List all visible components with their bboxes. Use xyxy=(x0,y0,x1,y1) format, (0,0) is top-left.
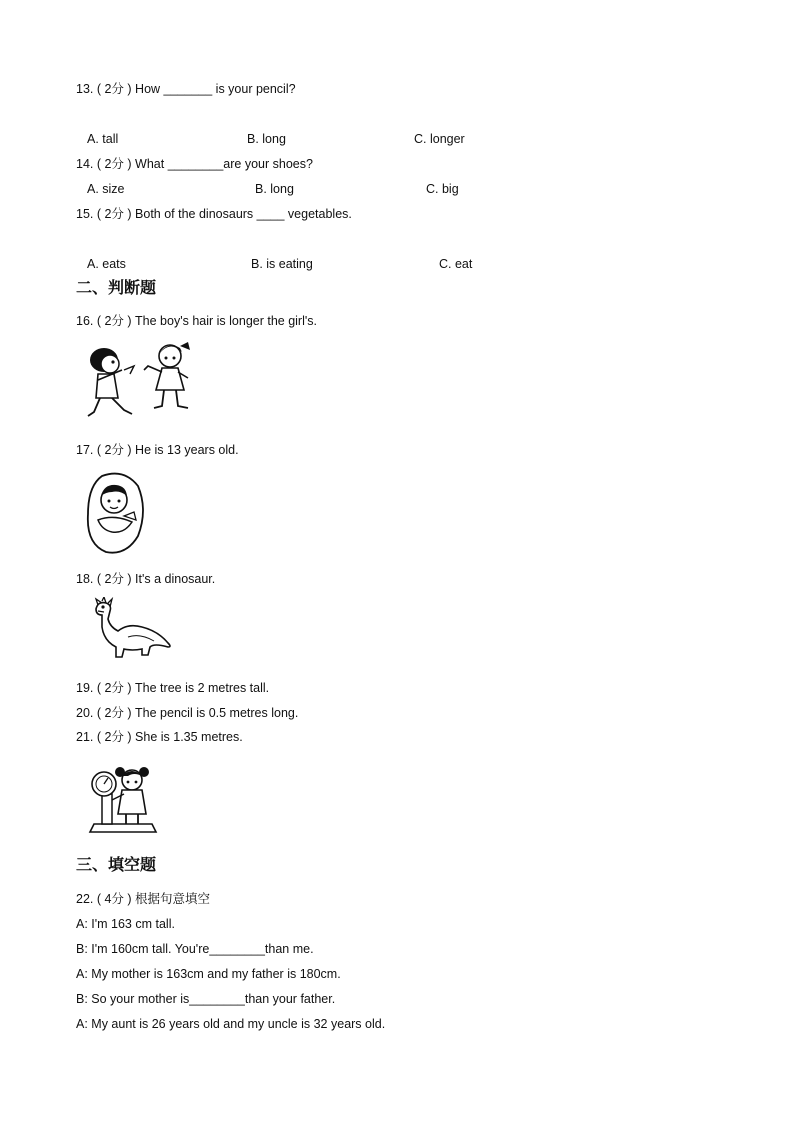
question-21-stem: 21. ( 2分 ) She is 1.35 metres. xyxy=(76,730,243,744)
question-17-stem: 17. ( 2分 ) He is 13 years old. xyxy=(76,443,239,457)
question-14-option-a: A. size xyxy=(87,182,125,196)
question-14-option-b: B. long xyxy=(255,182,294,196)
question-13-option-c: C. longer xyxy=(414,132,465,146)
dialogue-line: A: I'm 163 cm tall. xyxy=(76,917,175,931)
question-15-stem: 15. ( 2分 ) Both of the dinosaurs ____ vegetables. xyxy=(76,207,352,221)
boy-and-girl-illustration xyxy=(84,340,200,426)
dialogue-line: B: I'm 160cm tall. You're________than me. xyxy=(76,942,314,956)
question-15-option-c: C. eat xyxy=(439,257,473,271)
baby-illustration xyxy=(84,470,148,558)
question-15-option-a: A. eats xyxy=(87,257,126,271)
section-heading-judgement: 二、判断题 xyxy=(76,280,157,297)
dinosaur-illustration xyxy=(88,597,174,659)
question-19-stem: 19. ( 2分 ) The tree is 2 metres tall. xyxy=(76,681,270,695)
question-20-stem: 20. ( 2分 ) The pencil is 0.5 metres long. xyxy=(76,706,299,720)
dialogue-line: A: My mother is 163cm and my father is 180cm. xyxy=(76,967,341,981)
question-22-stem: 22. ( 4分 ) 根据句意填空 xyxy=(76,892,211,906)
question-15-option-b: B. is eating xyxy=(251,257,313,271)
question-16-stem: 16. ( 2分 ) The boy's hair is longer the girl's. xyxy=(76,314,317,328)
girl-on-scale-illustration xyxy=(88,764,160,836)
dialogue-line: B: So your mother is________than your father. xyxy=(76,992,336,1006)
question-14-stem: 14. ( 2分 ) What ________are your shoes? xyxy=(76,157,313,171)
question-18-stem: 18. ( 2分 ) It's a dinosaur. xyxy=(76,572,216,586)
question-13-option-a: A. tall xyxy=(87,132,119,146)
question-13-stem: 13. ( 2分 ) How _______ is your pencil? xyxy=(76,82,296,96)
dialogue-line: A: My aunt is 26 years old and my uncle is 32 years old. xyxy=(76,1017,386,1031)
question-13-option-b: B. long xyxy=(247,132,286,146)
question-14-option-c: C. big xyxy=(426,182,459,196)
section-heading-fill-in: 三、填空题 xyxy=(76,857,157,874)
